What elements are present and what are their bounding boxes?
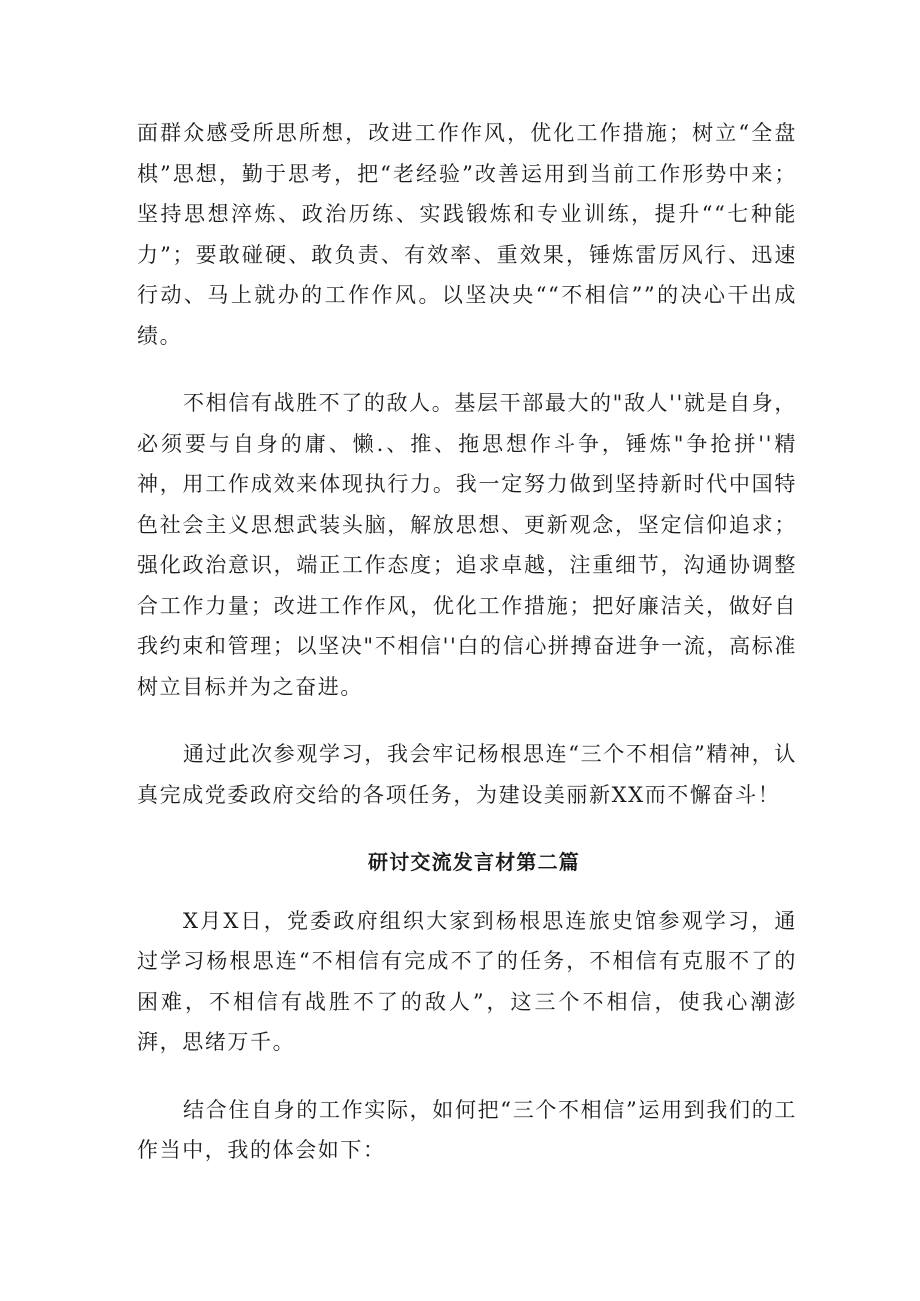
paragraph-reflection-intro: 结合住自身的工作实际，如何把“三个不相信”运用到我们的工作当中，我的体会如下： [137, 1097, 797, 1162]
paragraph-visit: X月X日，党委政府组织大家到杨根思连旅史馆参观学习，通过学习杨根思连“不相信有完成不了的任务，不相信有克服不了的困难，不相信有战胜不了的敌人”，这三个不相信，使我心潮澎湃，思绪万千。 [137, 908, 797, 1054]
document-page [137, 113, 797, 1171]
section-heading: 研讨交流发言材第二篇 [368, 850, 580, 874]
paragraph-continuation: 面群众感受所思所想，改进工作作风，优化工作措施；树立“全盘棋”思想，勤于思考，把“老经验”改善运用到当前工作形势中来；坚持思想淬炼、政治历练、实践锻炼和专业训练，提升““七种能力”；要敢碰硬、敢负责、有效率、重效果，锤炼雷厉风行、迅速行动、马上就办的工作作风。以坚决央““不相信””的决心干出成绩。 [137, 121, 797, 348]
paragraph-enemy: 不相信有战胜不了的敌人。基层干部最大的"敌人''就是自身，必须要与自身的庸、懒.、推、拖思想作斗争，锤炼"争抢拼''精神，用工作成效来体现执行力。我一定努力做到坚持新时代中国特色社会主义思想武装头脑，解放思想、更新观念，坚定信仰追求；强化政治意识，端正工作态度；追求卓越，注重细节，沟通协调整合工作力量；改进工作作风，优化工作措施；把好廉洁关，做好自我约束和管理；以坚决"不相信''白的信心拼搏奋进争一流，高标准树立目标并为之奋进。 [137, 391, 797, 699]
paragraph-conclusion: 通过此次参观学习，我会牢记杨根思连“三个不相信”精神，认真完成党委政府交给的各项任务，为建设美丽新XX而不懈奋斗！ [137, 742, 797, 807]
